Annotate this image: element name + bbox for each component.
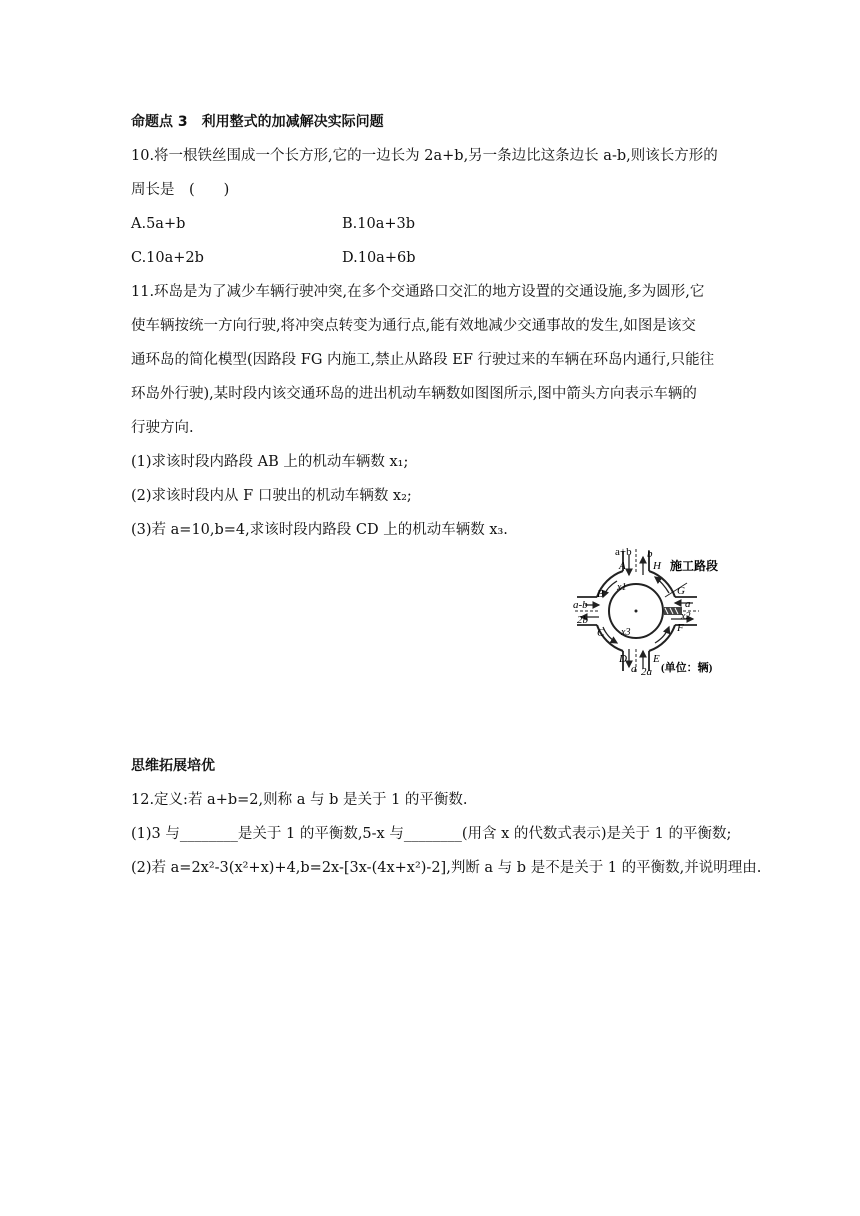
question-11-part-2: (2)求该时段内从 F 口驶出的机动车辆数 x₂; [131,488,412,504]
label-D: D [619,653,627,665]
label-F: F [677,622,684,634]
label-right-out: a [685,598,691,610]
question-11-part-3: (3)若 a=10,b=4,求该时段内路段 CD 上的机动车辆数 x₃. [131,522,508,538]
label-construction: 施工路段 [670,559,719,573]
option-b: B.10a+3b [342,216,416,232]
question-11-part-1: (1)求该时段内路段 AB 上的机动车辆数 x₁; [131,454,409,470]
label-E: E [653,653,660,665]
label-top-in: a+b [615,546,632,558]
label-left-in: a-b [573,599,588,611]
question-12-line-3: (2)若 a=2x²-3(x²+x)+4,b=2x-[3x-(4x+x²)-2],判断 a 与 b 是不是关于 1 的平衡数,并说明理由. [131,860,762,876]
label-B: B [597,588,604,600]
island-center-dot [635,610,638,613]
question-10-line-1: 10.将一根铁丝围成一个长方形,它的一边长为 2a+b,另一条边比这条边长 a-b,则该长方形的 [131,148,718,164]
question-11-line-1: 11.环岛是为了减少车辆行驶冲突,在多个交通路口交汇的地方设置的交通设施,多为圆形,它 [131,284,705,300]
question-11-line-5: 行驶方向. [131,420,194,436]
roundabout-diagram [573,545,738,680]
label-x2: x2 [681,611,691,622]
label-bottom-in: 2a [641,666,652,678]
label-top-out: b [647,548,653,560]
label-A: A [619,560,626,572]
flow-arrow-gh [655,577,669,593]
label-x1: x1 [617,582,627,593]
label-left-out: 2b [577,614,588,626]
label-H: H [653,560,661,572]
label-bottom-out: a [631,663,637,675]
option-c: C.10a+2b [131,250,204,266]
question-10-line-2: 周长是 ( ) [131,182,230,198]
option-a: A.5a+b [131,216,186,232]
question-11-line-2: 使车辆按统一方向行驶,将冲突点转变为通行点,能有效地减少交通事故的发生,如图是该交 [131,318,696,334]
question-12-line-2: (1)3 与________是关于 1 的平衡数,5-x 与________(用含 x 的代数式表示)是关于 1 的平衡数; [131,826,732,842]
label-G: G [677,585,685,597]
question-12-line-1: 12.定义:若 a+b=2,则称 a 与 b 是关于 1 的平衡数. [131,792,468,808]
option-d: D.10a+6b [342,250,416,266]
question-11-line-3: 通环岛的简化模型(因路段 FG 内施工,禁止从路段 EF 行驶过来的车辆在环岛内通行,只能往 [131,352,715,368]
label-unit: (单位：辆) [661,662,713,674]
label-x3: x3 [621,627,631,638]
section-heading-extension: 思维拓展培优 [131,758,215,774]
label-C: C [597,627,605,639]
question-11-line-4: 环岛外行驶),某时段内该交通环岛的进出机动车辆数如图图所示,图中箭头方向表示车辆的 [131,386,697,402]
section-heading-proposition-3: 命题点 3 利用整式的加减解决实际问题 [131,114,384,130]
